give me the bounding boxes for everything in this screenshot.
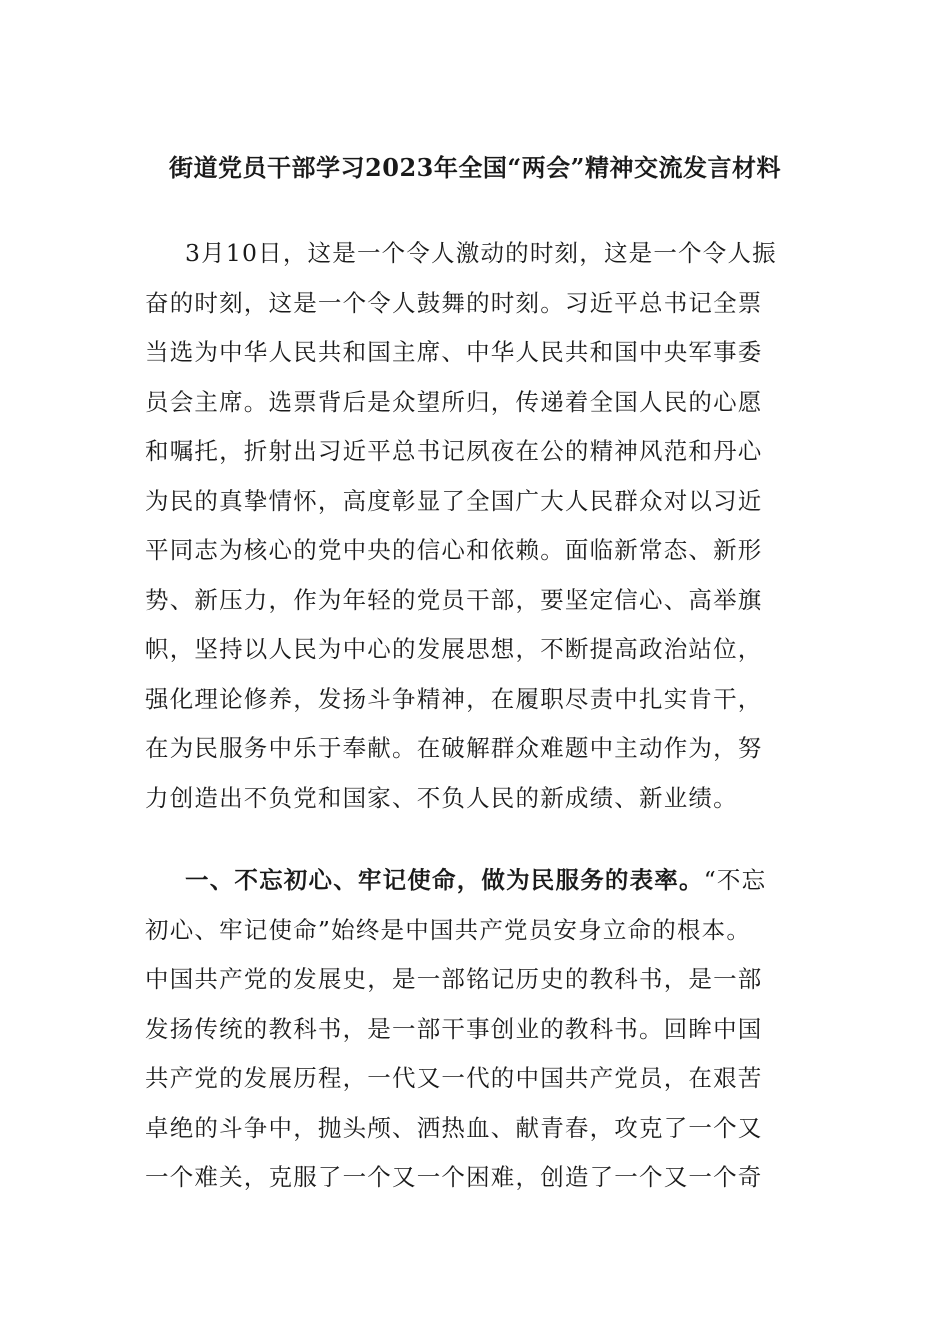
paragraph-line: 强化理论修养，发扬斗争精神，在履职尽责中扎实肯干， <box>145 684 763 713</box>
paragraph-line: 3月10日，这是一个令人激动的时刻，这是一个令人振 <box>185 239 777 267</box>
section-heading: 一、不忘初心、牢记使命，做为民服务的表率。 <box>185 866 704 894</box>
section-first-line: 一、不忘初心、牢记使命，做为民服务的表率。“不忘 <box>185 866 767 894</box>
paragraph-line: 平同志为核心的党中央的信心和依赖。面临新常态、新形 <box>145 536 763 564</box>
paragraph-line: 共产党的发展历程，一代又一代的中国共产党员，在艰苦 <box>145 1064 763 1092</box>
paragraph-line: 奋的时刻，这是一个令人鼓舞的时刻。习近平总书记全票 <box>145 288 763 317</box>
paragraph-intro <box>145 229 805 823</box>
paragraph-line: 当选为中华人民共和国主席、中华人民共和国中央军事委 <box>145 338 763 366</box>
paragraph-line: 帜，坚持以人民为中心的发展思想，不断提高政治站位， <box>145 635 763 663</box>
document-title: 街道党员干部学习2023年全国“两会”精神交流发言材料 <box>169 153 781 182</box>
paragraph-line: 中国共产党的发展史，是一部铭记历史的教科书，是一部 <box>145 965 763 993</box>
paragraph-line: 在为民服务中乐于奉献。在破解群众难题中主动作为，努 <box>145 734 763 762</box>
paragraph-line: 力创造出不负党和国家、不负人民的新成绩、新业绩。 <box>145 783 738 812</box>
paragraph-line: 发扬传统的教科书，是一部干事创业的教科书。回眸中国 <box>145 1014 763 1043</box>
paragraph-line: 初心、牢记使命”始终是中国共产党员安身立命的根本。 <box>145 915 752 944</box>
paragraph-line: 卓绝的斗争中，抛头颅、洒热血、献青春，攻克了一个又 <box>145 1113 763 1142</box>
paragraph-line: 员会主席。选票背后是众望所归，传递着全国人民的心愿 <box>145 387 763 416</box>
paragraph-line: 和嘱托，折射出习近平总书记夙夜在公的精神风范和丹心 <box>145 437 763 465</box>
paragraph-line: 一个难关，克服了一个又一个困难，创造了一个又一个奇 <box>145 1163 763 1191</box>
section-one <box>145 856 805 1203</box>
paragraph-line: 势、新压力，作为年轻的党员干部，要坚定信心、高举旗 <box>145 585 763 614</box>
paragraph-line: 为民的真挚情怀，高度彰显了全国广大人民群众对以习近 <box>145 486 763 515</box>
